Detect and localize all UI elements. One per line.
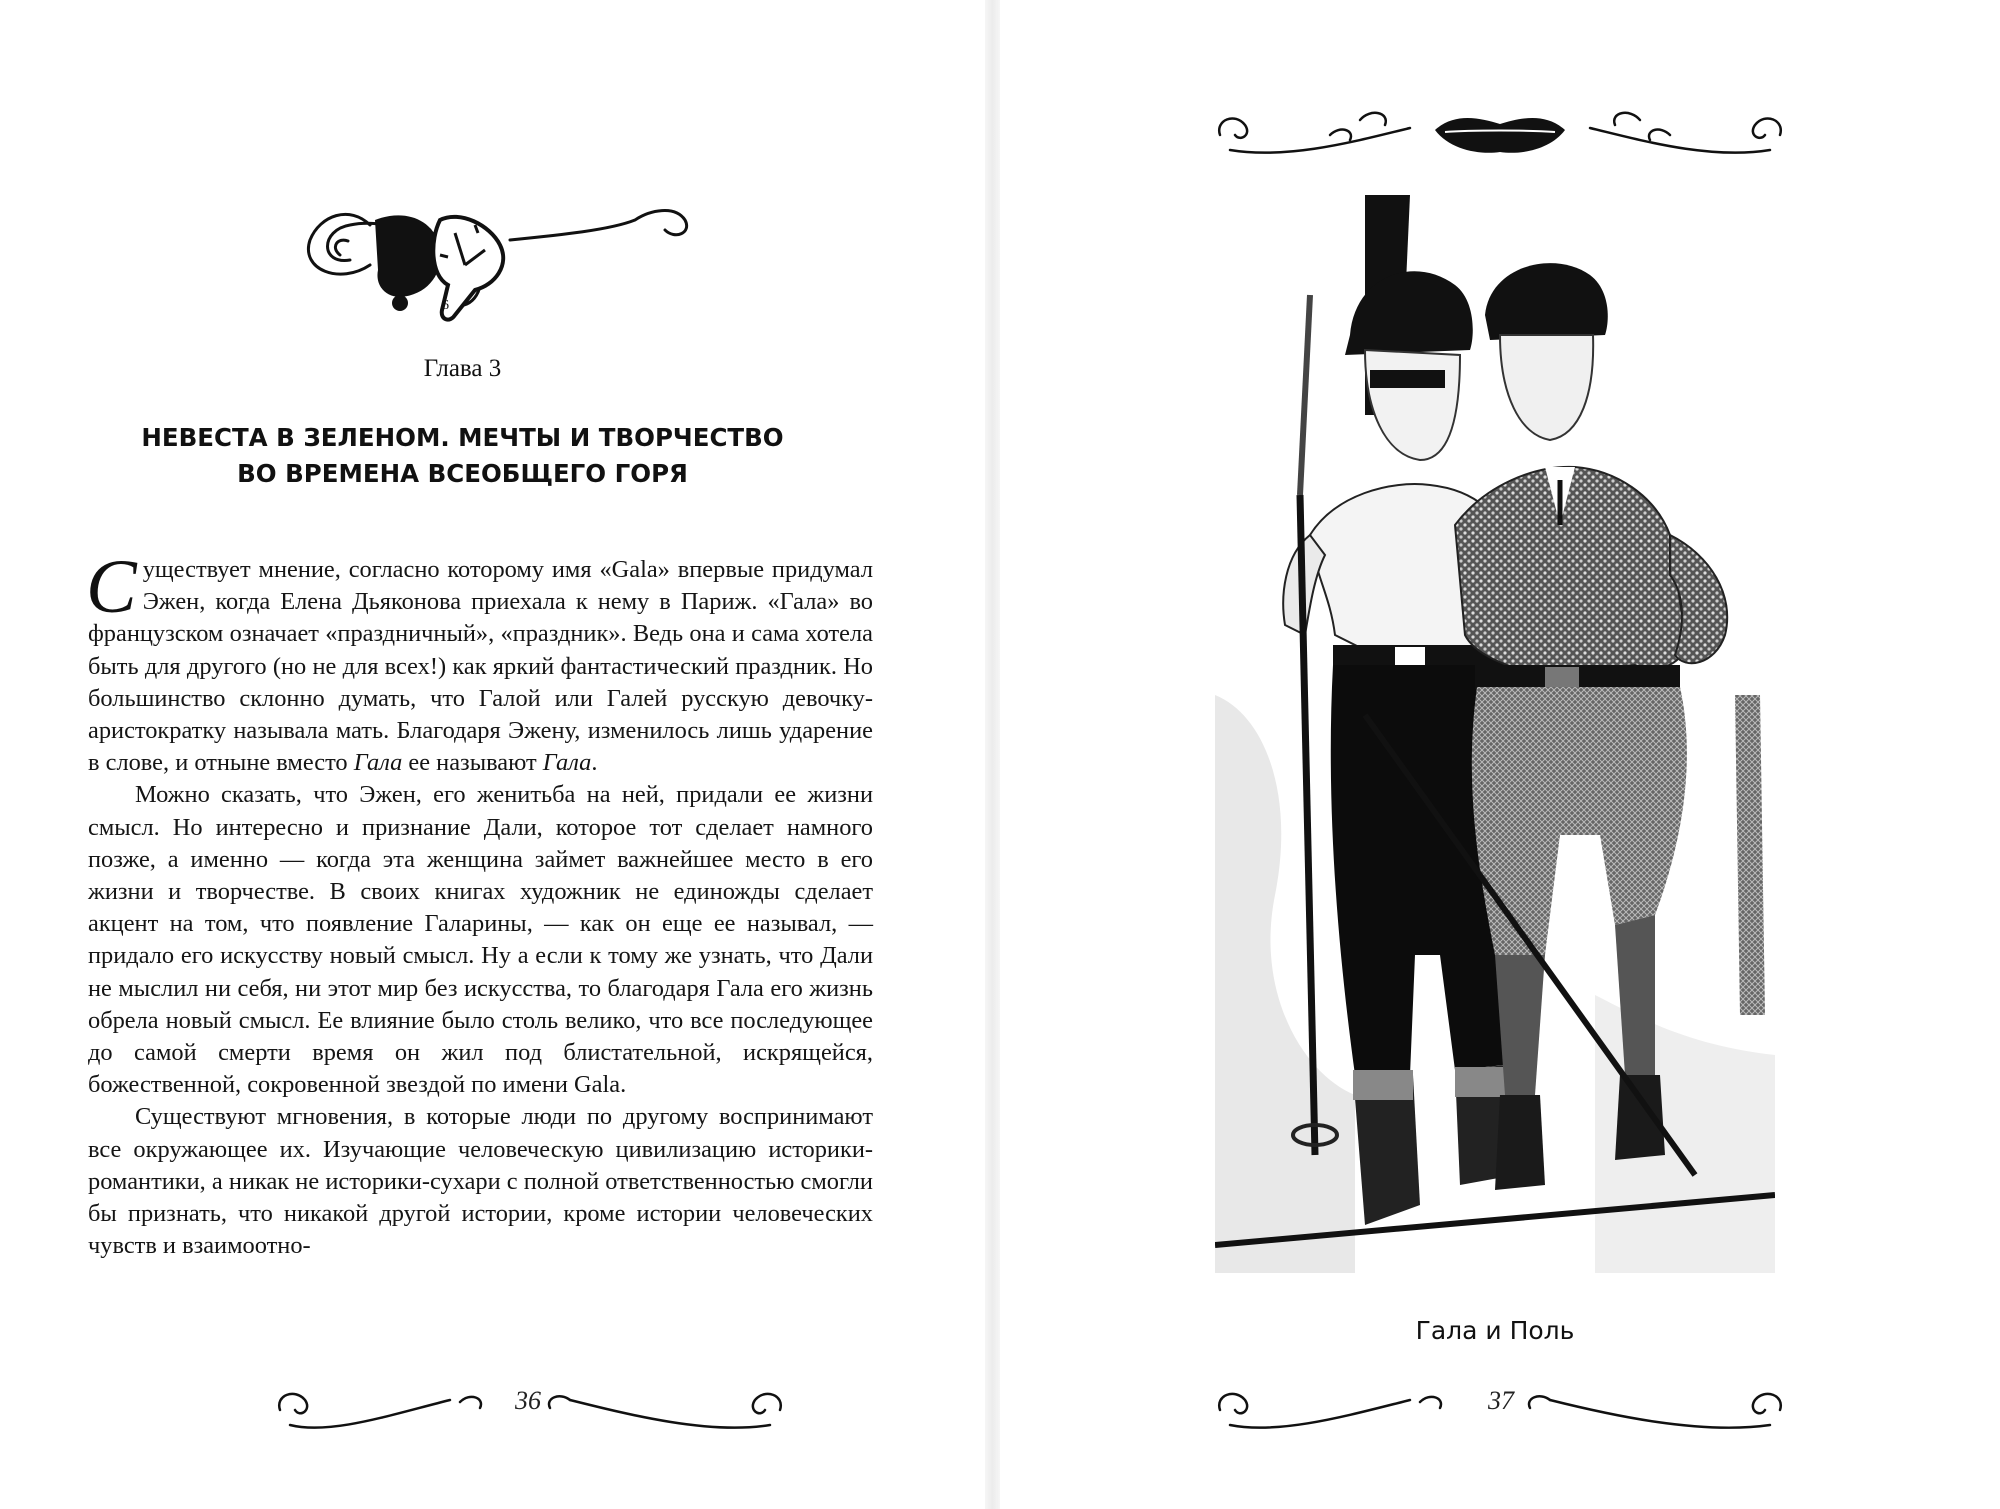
lips-header-ornament: [1210, 100, 1790, 170]
chapter-title: [100, 420, 825, 492]
body-text: [86, 545, 873, 1262]
chapter-title-line-2: ВО ВРЕМЕНА ВСЕОБЩЕГО ГОРЯ: [237, 459, 688, 488]
paragraph-3: Существуют мгновения, в которые люди по другому воспринимают все окружающее их. Изучающие человеческую цивилизацию историки-романтики, а никак не историки-сухари с полной ответственностью смогли бы признать, что никакой другой истории, кроме истории человеческих чувств и взаимоотно-: [88, 1103, 873, 1260]
paragraph-1-italic-b: Гала: [542, 749, 592, 777]
svg-text:6: 6: [442, 298, 449, 313]
photo-caption: Гала и Поль: [1415, 1316, 1575, 1345]
drop-cap: С: [86, 545, 137, 629]
paragraph-1-text-c: .: [591, 749, 598, 777]
paragraph-1-text-b: ее называют: [402, 749, 543, 777]
chapter-title-line-1: НЕВЕСТА В ЗЕЛЕНОМ. МЕЧТЫ И ТВОРЧЕСТВО: [141, 423, 784, 452]
paragraph-2: Можно сказать, что Эжен, его женитьба на ней, придали ее жизни смысл. Но интересно и признание Дали, которое тот сделает намного позже, а именно — когда эта женщина займет важнейшее место в его жизни и творчестве. В своих книгах художник не единожды сделает акцент на том, что появление Галарины, — как он еще ее называл, — придало его искусству новый смысл. Ну а если к тому же узнать, что Дали не мыслил ни себя, ни этот мир без искусства, то благодаря Гала его жизнь обрела новый смысл. Ее влияние было столь велико, что все последующее до самой смерти время он жил под блистательной, искрящейся, божественной, сокровенной звездой по имени Gala.: [88, 781, 873, 1099]
book-gutter: [985, 0, 1000, 1509]
paragraph-1-italic-a: Гала: [353, 749, 403, 777]
paragraph-1-text-a: уществует мнение, согласно которому имя «Gala» впервые придумал Эжен, когда Елена Дьяконова приехала к нему в Париж. «Гала» во французском означает «праздничный», «праздник». Ведь она и сама хотела быть для другого (но не для всех!) как яркий фантастический праздник. Но большинство склонно думать, что Галой или Галей русскую девочку-аристократку называла мать. Благодаря Эжену, изменилось лишь ударение в слове, и отныне вместо: [88, 556, 873, 777]
melting-clock-ornament: [280, 185, 740, 325]
chapter-label: Глава 3: [423, 355, 502, 382]
left-page-number: 36: [515, 1386, 541, 1415]
paragraph-1: [86, 545, 873, 779]
photo-gala-and-paul: [1215, 195, 1775, 1273]
right-page-number: 37: [1488, 1386, 1514, 1415]
